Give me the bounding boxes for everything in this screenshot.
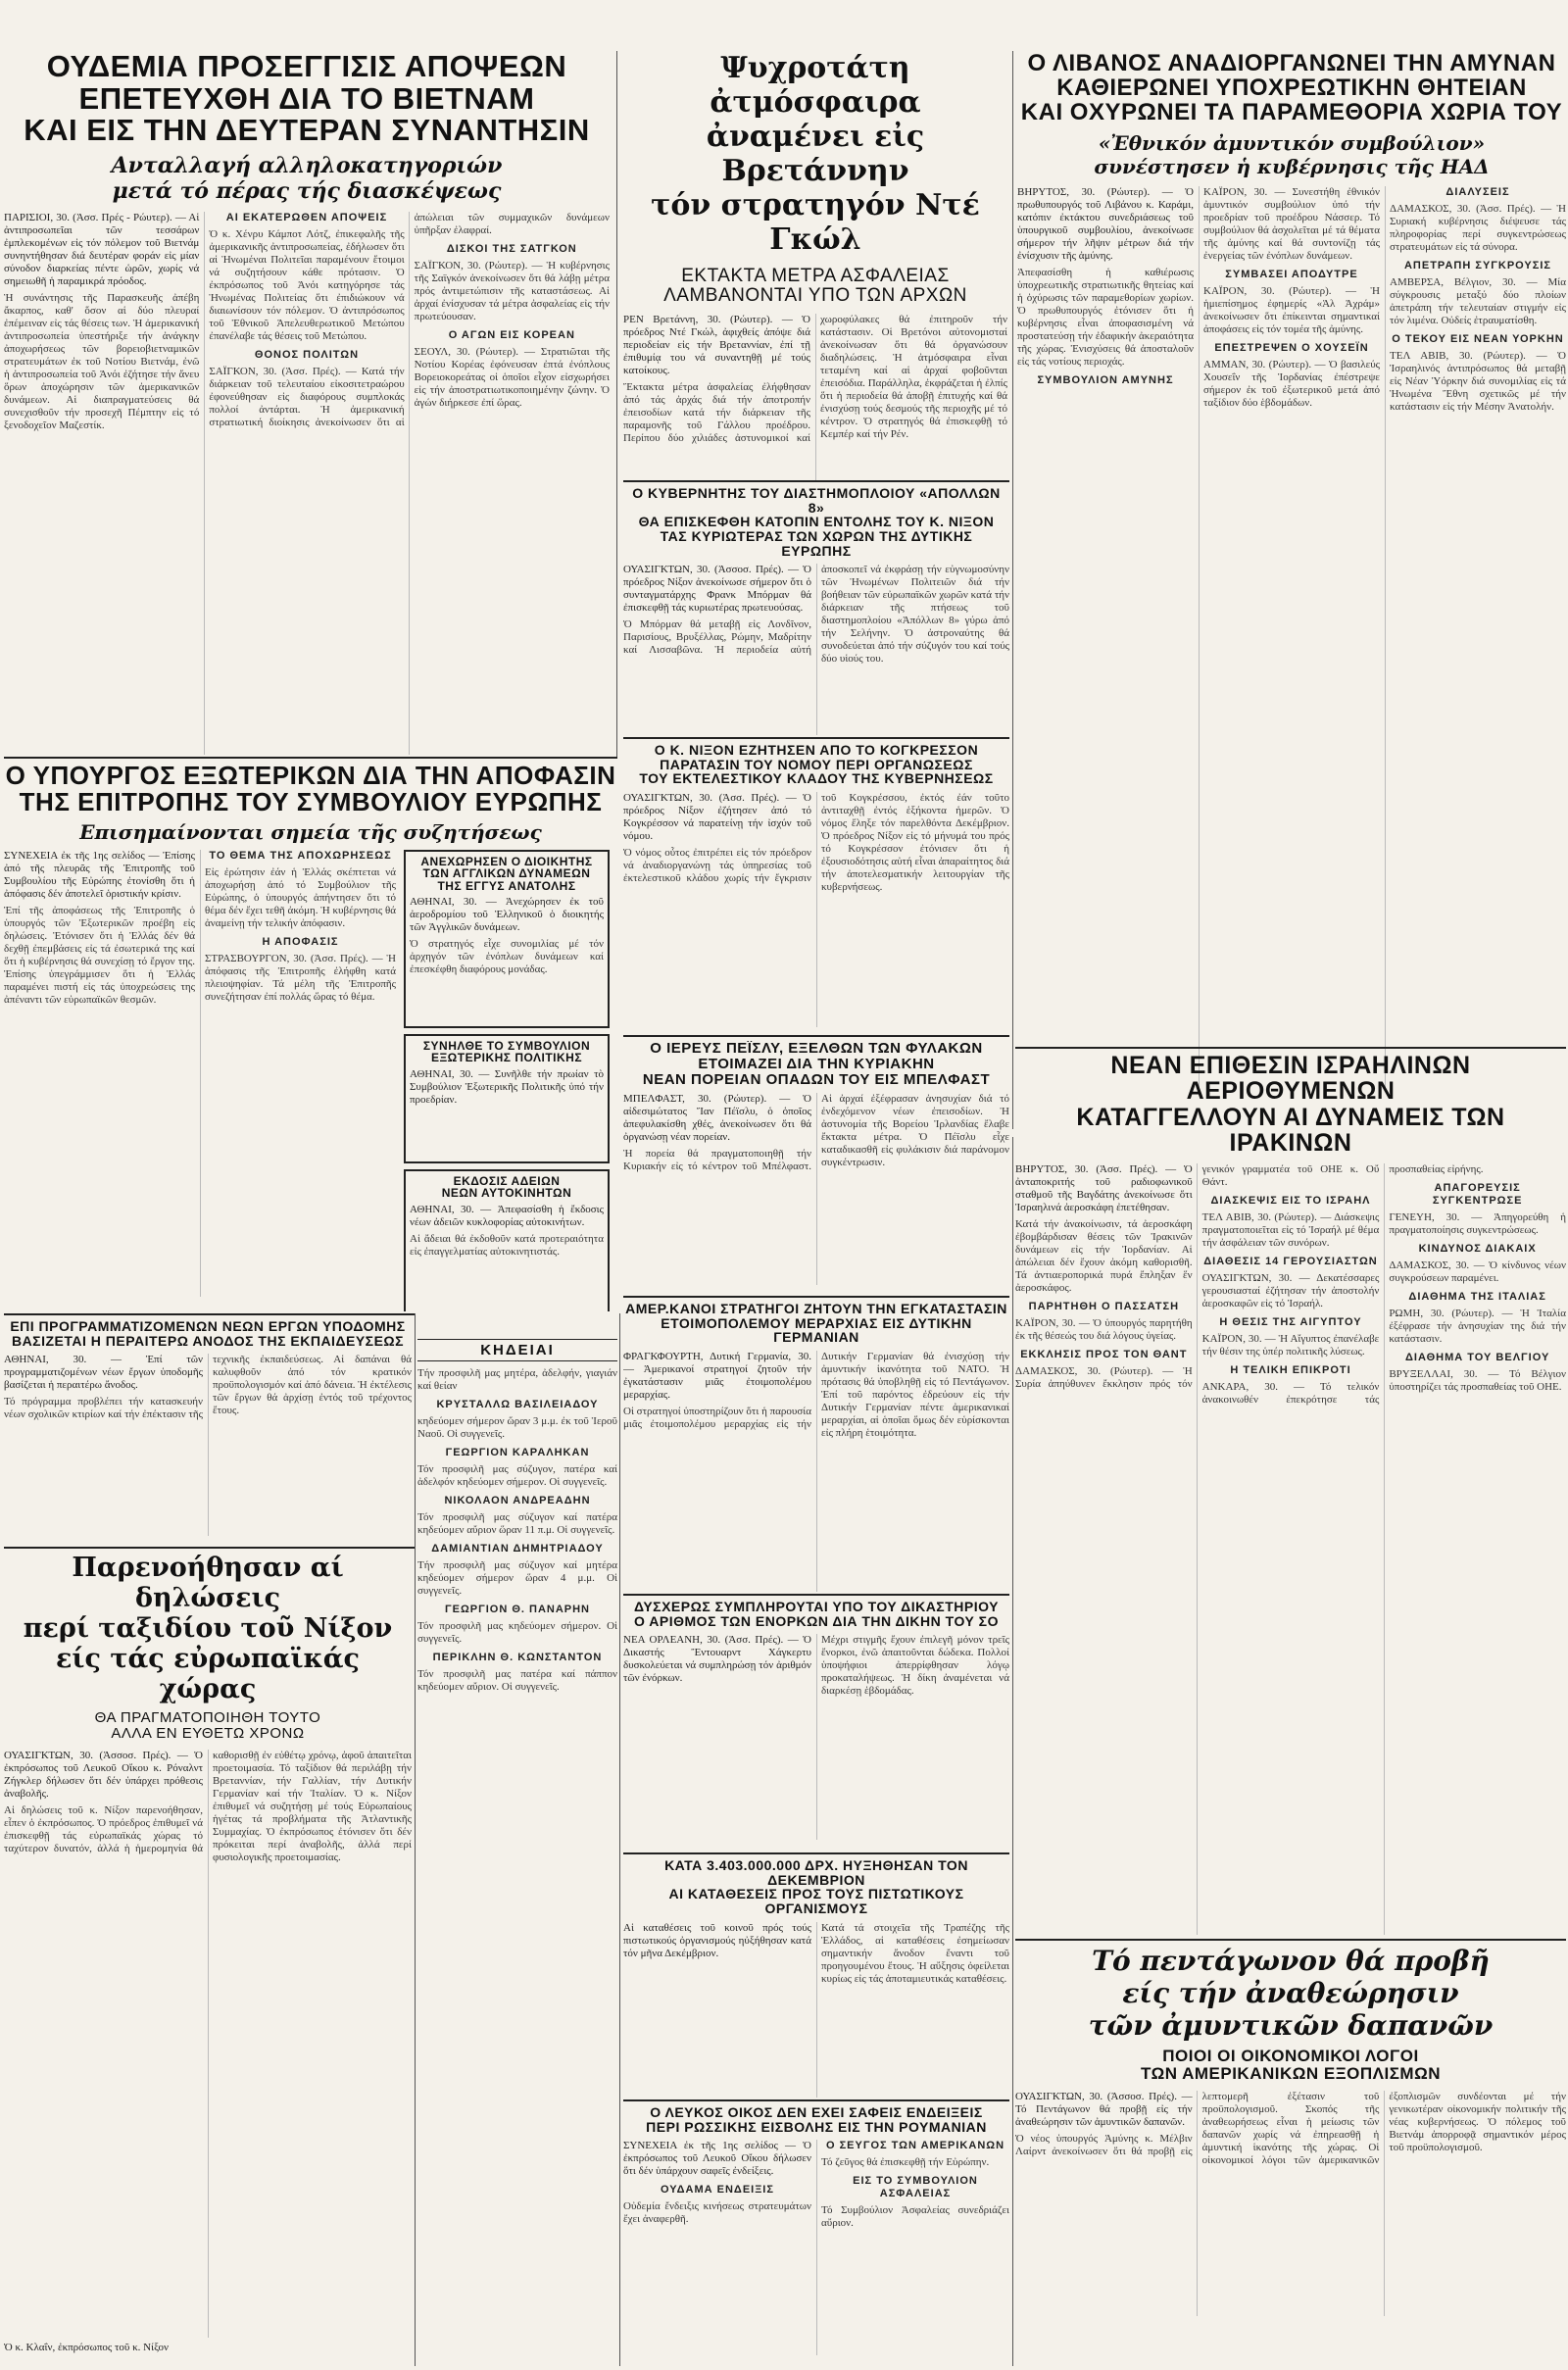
headline-line: ΚΑΙ ΟΧΥΡΩΝΕΙ ΤΑ ΠΑΡΑΜΕΘΟΡΙΑ ΧΩΡΙΑ ΤΟΥ [1020, 99, 1563, 126]
headline-line: Ο Κ. ΝΙΞΟΝ ΕΖΗΤΗΣΕΝ ΑΠΟ ΤΟ ΚΟΓΚΡΕΣΣΟΝ [654, 743, 979, 758]
headline-line: ΑΙ ΚΑΤΑΘΕΣΕΙΣ ΠΡΟΣ ΤΟΥΣ ΠΙΣΤΩΤΙΚΟΥΣ ΟΡΓΑΝΙΣΜΟΥΣ [668, 1886, 964, 1917]
section-heading: ΔΙΑΘΗΜΑ ΤΗΣ ΙΤΑΛΙΑΣ [1408, 1291, 1546, 1303]
subheadline: μετά τό πέρας τής διασκέψεως [112, 177, 502, 204]
article-commander: ΑΝΕΧΩΡΗΣΕΝ Ο ΔΙΟΙΚΗΤΗΣ ΤΩΝ ΑΓΓΛΙΚΩΝ ΔΥΝΑΜΕΩΝ ΤΗΣ ΕΓΓΥΣ ΑΝΑΤΟΛΗΣ ΑΘΗΝΑΙ, 30. — Ἀνεχώρησεν ἐκ τοῦ ἀεροδρομίου τοῦ Ἑλληνικοῦ ὁ διοικητής τῶν Ἀγγλικῶν δυνάμεων. Ὁ στρατηγός εἶχε συνομιλίας μέ τόν ἀρχηγόν τῶν ἐνόπλων δυνάμεων καί ἐπεσκέφθη διαφόρους μονάδας. [404, 850, 610, 1028]
headline-line: Ψυχροτάτη ἀτμόσφαιρα [710, 51, 921, 120]
section-heading: Ο ΑΓΩΝ ΕΙΣ ΚΟΡΕΑΝ [448, 328, 575, 341]
article-white-house [623, 2105, 1009, 2366]
dateline: ΦΡΑΓΚΦΟΥΡΤΗ, Δυτική Γερμανία, 30. — Ἀμερικανοί στρατηγοί ζητοῦν τήν ἐγκατάστασιν μιᾶς ἐτοιμοπολέμου μεραρχίας. [623, 1351, 811, 1402]
dateline: ΟΥΑΣΙΓΚΤΩΝ, 30. (Ἀσσοσ. Πρές). — Τό Πεντάγωνον θά προβῇ εἰς τήν ἀναθεώρησιν τῶν ἀμυντικῶν δαπανῶν. [1015, 2090, 1193, 2128]
dateline: ΟΥΑΣΙΓΚΤΩΝ, 30. (Ἀσσοσ. Πρές). — Ὁ ἐκπρόσωπος τοῦ Λευκοῦ Οἴκου κ. Ρόναλντ Ζήγκλερ δήλωσεν ὅτι δέν ὑπάρχει πρόθεσις ἀναβολῆς. [4, 1749, 203, 1800]
article-pentagon [1015, 1945, 1566, 2366]
subheadline: Ανταλλαγή αλληλοκατηγοριών [111, 152, 503, 178]
dateline: ΝΕΑ ΟΡΛΕΑΝΗ, 30. (Ἀσσ. Πρές). — Ὁ Δικαστής Ἔντουαρντ Χάγκερτυ δυσκολεύεται νά συμπληρώσῃ τόν ἀριθμόν τῶν ἐνόρκων. [623, 1634, 811, 1685]
headline-line: τόν στρατηγόν Ντέ Γκώλ [651, 188, 980, 257]
dateline: Αἱ καταθέσεις τοῦ κοινοῦ πρός τούς πιστωτικούς ὀργανισμούς ηὐξήθησαν κατά τόν μῆνα Δεκέμβριον. [623, 1921, 811, 1959]
section-heading: ΘΟΝΟΣ ΠΟΛΙΤΩΝ [254, 348, 360, 361]
headline-line: ΤΑΣ ΚΥΡΙΩΤΕΡΑΣ ΤΩΝ ΧΩΡΩΝ ΤΗΣ ΔΥΤΙΚΗΣ ΕΥΡΩΠΗΣ [660, 528, 973, 559]
section-heading: ΔΙΣΚΟΙ ΤΗΣ ΣΑΤΓΚΟΝ [446, 242, 577, 255]
dateline: ΑΘΗΝΑΙ, 30. — Ἐπί τῶν προγραμματιζομένων νέων ἔργων ὑποδομῆς βασίζεται ἡ περαιτέρω ἄνοδος. [4, 1354, 203, 1392]
section-heading: ΟΥΔΑΜΑ ΕΝΔΕΙΞΙΣ [661, 2184, 774, 2197]
subheadline: Επισημαίνονται σημεία τῆς συζητήσεως [79, 819, 542, 844]
dateline: ΣΥΝΕΧΕΙΑ ἐκ τῆς 1ης σελίδος — Ἐπίσης ἀπό τῆς πλευρᾶς τῆς Ἐπιτροπῆς τοῦ Συμβουλίου τῆς Εὐρώπης ἐτονίσθη ὅτι ἡ ἀπόφασις δέν ἀποτελεῖ ὁριστικήν κρίσιν. [4, 849, 195, 900]
subheadline: ΛΑΜΒΑΝΟΝΤΑΙ ΥΠΟ ΤΩΝ ΑΡΧΩΝ [663, 284, 967, 306]
subheadline: συνέστησεν ἡ κυβέρνησις τῆς ΗΑΔ [1094, 154, 1490, 178]
section-heading: ΕΠΕΣΤΡΕΨΕΝ Ο ΧΟΥΣΕΪΝ [1214, 341, 1369, 354]
section-heading: ΔΙΑΘΗΜΑ ΤΟΥ ΒΕΛΓΙΟΥ [1404, 1352, 1550, 1363]
headline-line: Ο ΚΥΒΕΡΝΗΤΗΣ ΤΟΥ ΔΙΑΣΤΗΜΟΠΛΟΙΟΥ «ΑΠΟΛΛΩΝ 8» [632, 486, 1001, 516]
section-heading: ΤΟ ΘΕΜΑ ΤΗΣ ΑΠΟΧΩΡΗΣΕΩΣ [209, 849, 392, 862]
article-committee [404, 1034, 610, 1163]
headline-line: ἀναμένει εἰς Βρετάννην [706, 120, 925, 188]
article-apollo [623, 486, 1009, 735]
subheadline: ΕΚΤΑΚΤΑ ΜΕΤΡΑ ΑΣΦΑΛΕΙΑΣ [681, 266, 950, 286]
section-heading: ΕΚΚΛΗΣΙΣ ΠΡΟΣ ΤΟΝ ΘΑΝΤ [1020, 1349, 1188, 1360]
article-body: ΝΕΑ ΟΡΛΕΑΝΗ, 30. (Ἀσσ. Πρές). — Ὁ Δικαστής Ἔντουαρντ Χάγκερτυ δυσκολεύεται νά συμπληρώσῃ τόν ἀριθμόν τῶν ἐνόρκων. Μέχρι στιγμῆς ἔχουν ἐπιλεγῆ μόνον τρεῖς ἔνορκοι, ἐνῶ ἀπαιτοῦνται δώδεκα. Πολλοί ὑποψήφιοι ἀπερρίφθησαν λόγῳ προκαταλήψεως. Ἡ δίκη ἀναμένεται νά διαρκέσῃ ἑβδομάδας. [623, 1634, 1009, 1698]
section-heading: ΔΙΑΘΕΣΙΣ 14 ΓΕΡΟΥΣΙΑΣΤΩΝ [1203, 1256, 1378, 1267]
section-heading: Ο ΣΕΥΓΟΣ ΤΩΝ ΑΜΕΡΙΚΑΝΩΝ [825, 2140, 1005, 2152]
headline-line: Ο ΛΕΥΚΟΣ ΟΙΚΟΣ ΔΕΝ ΕΧΕΙ ΣΑΦΕΙΣ ΕΝΔΕΙΞΕΙΣ [650, 2105, 983, 2120]
article-funerals [417, 1335, 617, 2080]
article-programming [4, 1319, 412, 1545]
dateline: ΑΘΗΝΑΙ, 30. — Ἀπεφασίσθη ἡ ἔκδοσις νέων ἀδειῶν κυκλοφορίας αὐτοκινήτων. [410, 1203, 604, 1228]
headline-line: Παρενοήθησαν αί δηλώσεις [72, 1553, 344, 1613]
headline-line: είς τήν ἀναθεώρησιν [1122, 1977, 1459, 2009]
article-court [623, 1600, 1009, 1851]
headline-line: ΝΕΩΝ ΑΥΤΟΚΙΝΗΤΩΝ [441, 1186, 572, 1201]
dateline: ΑΘΗΝΑΙ, 30. — Συνῆλθε τήν πρωίαν τὸ Συμβούλιον Ἐξωτερικῆς Πολιτικῆς ὑπό τήν προεδρίαν. [410, 1067, 604, 1106]
article-vietnam [4, 51, 610, 755]
headline-line: ΤΗΣ ΕΠΙΤΡΟΠΗΣ ΤΟΥ ΣΥΜΒΟΥΛΙΟΥ ΕΥΡΩΠΗΣ [19, 787, 603, 817]
article-body: Αἱ καταθέσεις τοῦ κοινοῦ πρός τούς πιστωτικούς ὀργανισμούς ηὐξήθησαν κατά τόν μῆνα Δεκέμβριον. Κατά τά στοιχεῖα τῆς Τραπέζης τῆς Ἑλλάδος, αἱ καταθέσεις ἐσημείωσαν σημαντικήν ἄνοδον ἔναντι τοῦ προηγουμένου ἔτους. Ἡ αὔξησις ὀφείλεται κυρίως εἰς τάς ἀποταμιευτικάς καταθέσεις. [623, 1921, 1009, 1985]
funeral-name: ΝΙΚΟΛΑΟΝ ΑΝΔΡΕΑΔΗΝ [444, 1495, 591, 1506]
section-heading: ΑΙ ΕΚΑΤΕΡΩΘΕΝ ΑΠΟΨΕΙΣ [225, 211, 388, 223]
article-us-troops [623, 1302, 1009, 1592]
article-body: ΒΗΡΥΤΟΣ, 30. (Ἀσσ. Πρές). — Ὁ ἀνταποκριτής τοῦ ραδιοφωνικοῦ σταθμοῦ τῆς Βαγδάτης ἀνεκοίνωσε ὅτι Ἰσραηλινά ἀεροσκάφη ἐπετέθησαν. Κατά τήν ἀνακοίνωσιν, τά ἀεροσκάφη ἐβομβάρδισαν θέσεις τῶν Ἰρακινῶν δυνάμεων εἰς τήν Ἰορδανίαν. Αἱ ἀπώλειαι δέν ἔχουν ἀκόμη καθορισθῆ. Τά ἀντιαεροπορικά πυρά ἔπληξαν ἕν ἀεροσκάφος. ΠΑΡΗΤΗΘΗ Ο ΠΑΣΣΑΤΣΗ ΚΑΪΡΟΝ, 30. — Ὁ ὑπουργός παρητήθη ἐκ τῆς θέσεώς του διά λόγους ὑγείας. ΕΚΚΛΗΣΙΣ ΠΡΟΣ ΤΟΝ ΘΑΝΤ ΔΑΜΑΣΚΟΣ, 30. (Ρώυτερ). — Ἡ Συρία ἀπηύθυνεν ἔκκλησιν πρός τόν γενικόν γραμματέα τοῦ ΟΗΕ κ. Οὔ Θάντ. ΔΙΑΣΚΕΨΙΣ ΕΙΣ ΤΟ ΙΣΡΑΗΛ ΤΕΛ ΑΒΙΒ, 30. (Ρώυτερ). — Διάσκεψις πραγματοποιεῖται εἰς τό Ἰσραήλ μέ θέμα τήν ἀσφάλειαν τῶν συνόρων. ΔΙΑΘΕΣΙΣ 14 ΓΕΡΟΥΣΙΑΣΤΩΝ ΟΥΑΣΙΓΚΤΩΝ, 30. — Δεκατέσσαρες γερουσιασταί ἐζήτησαν τήν ἀποστολήν ἀεροσκαφῶν εἰς τό Ἰσραήλ. Η ΘΕΣΙΣ ΤΗΣ ΑΙΓΥΠΤΟΥ ΚΑΪΡΟΝ, 30. — Ἡ Αἴγυπτος ἐπανέλαβε τήν θέσιν της ὑπέρ πολιτικῆς λύσεως. Η ΤΕΛΙΚΗ ΕΠΙΚΡΟΤΙ ΑΝΚΑΡΑ, 30. — Τό τελικόν ἀνακοινωθέν ἐπεκρότησε τάς προσπαθείας εἰρήνης. ΑΠΑΓΟΡΕΥΣΙΣ ΣΥΓΚΕΝΤΡΩΣΕ ΓΕΝΕΥΗ, 30. — Ἀπηγορεύθη ἡ πραγματοποίησις συγκεντρώσεως. ΚΙΝΔΥΝΟΣ ΔΙΑΚΑΙΧ ΔΑΜΑΣΚΟΣ, 30. — Ὁ κίνδυνος νέων συγκρούσεων παραμένει. ΔΙΑΘΗΜΑ ΤΗΣ ΙΤΑΛΙΑΣ ΡΩΜΗ, 30. (Ρώυτερ). — Ἡ Ἰταλία ἐξέφρασε τήν ἀνησυχίαν της διά τήν κατάστασιν. ΔΙΑΘΗΜΑ ΤΟΥ ΒΕΛΓΙΟΥ ΒΡΥΞΕΛΛΑΙ, 30. — Τό Βέλγιον ὑποστηρίζει τάς προσπαθείας τοῦ ΟΗΕ. [1015, 1163, 1566, 1406]
section-heading: ΚΙΝΔΥΝΟΣ ΔΙΑΚΑΙΧ [1418, 1243, 1537, 1255]
article-israel [1015, 1053, 1566, 1935]
headline-line: ΤΩΝ ΑΓΓΛΙΚΩΝ ΔΥΝΑΜΕΩΝ [422, 866, 591, 881]
headline-line: ΝΕΑΝ ΕΠΙΘΕΣΙΝ ΙΣΡΑΗΛΙΝΩΝ ΑΕΡΙΟΘΥΜΕΝΩΝ [1110, 1053, 1471, 1106]
section-heading: ΕΙΣ ΤΟ ΣΥΜΒΟΥΛΙΟΝ ΑΣΦΑΛΕΙΑΣ [853, 2175, 978, 2200]
subheadline: «Ἐθνικόν ἀμυντικόν συμβούλιον» [1098, 130, 1486, 155]
headline-line: ΚΑΘΙΕΡΩΝΕΙ ΥΠΟΧΡΕΩΤΙΚΗΝ ΘΗΤΕΙΑΝ [1056, 74, 1527, 102]
article-body: ΟΥΑΣΙΓΚΤΩΝ, 30. (Ἀσσοσ. Πρές). — Ὁ ἐκπρόσωπος τοῦ Λευκοῦ Οἴκου κ. Ρόναλντ Ζήγκλερ δήλωσεν ὅτι δέν ὑπάρχει πρόθεσις ἀναβολῆς. Αἱ δηλώσεις τοῦ κ. Νίξον παρενοήθησαν, εἶπεν ὁ ἐκπρόσωπος. Ὁ πρόεδρος ἐπιθυμεῖ νά ἐπισκεφθῇ τάς εὐρωπαϊκάς χώρας τό ταχύτερον δυνατόν, ἀλλά ἡ ἡμερομηνία θά καθορισθῇ ἐν εὐθέτῳ χρόνῳ, ἀφοῦ ἀπαιτεῖται προετοιμασία. Τό ταξίδιον θά περιλάβῃ τήν Βρεταννίαν, τήν Γαλλίαν, τήν Δυτικήν Γερμανίαν καί τήν Ἰταλίαν. Ὁ κ. Νίξον ἐπιθυμεῖ νά συζητήσῃ μέ τούς Εὐρωπαίους ἡγέτας τά προβλήματα τῆς Ἀτλαντικῆς Συμμαχίας. Ὁ ἐκπρόσωπος ἐτόνισεν ὅτι δέν πρόκειται περί ἀναβολῆς, ἀλλά περί φυσιολογικῆς προετοιμασίας. [4, 1749, 412, 1863]
headline-line: ΚΑΤΑ 3.403.000.000 ΔΡΧ. ΗΥΞΗΘΗΣΑΝ ΤΟΝ ΔΕΚΕΜΒΡΙΟΝ [664, 1858, 968, 1888]
headline-line: είς τάς εὐρωπαϊκάς χώρας [56, 1644, 360, 1704]
headline-line: τῶν ἀμυντικῶν δαπανῶν [1088, 2009, 1494, 2042]
article-body: ΡΕΝ Βρετάννη, 30. (Ρώυτερ). — Ὁ πρόεδρος Ντέ Γκώλ, ἀφιχθείς ἀπόψε διά περιοδείαν εἰς τήν Βρεταννίαν, ἐπί τῇ ἐπιθυμίᾳ του νά συναντηθῇ μέ τούς κατοίκους. Ἔκτακτα μέτρα ἀσφαλείας ἐλήφθησαν ἀπό τάς ἀρχάς διά τήν ἀποτροπήν ἐπεισοδίων κατά τήν διάρκειαν τῆς παραμονῆς τοῦ Γάλλου προέδρου. Περίπου δύο χιλιάδες ἀστυνομικοί καί χωροφύλακες θά ἐπιτηροῦν τήν κατάστασιν. Οἱ Βρετόνοι αὐτονομισταί ἀνεκοίνωσαν ὅτι θά ὀργανώσουν διαδηλώσεις. Ἡ ἀτμόσφαιρα εἶναι τεταμένη καί αἱ ἀρχαί φοβοῦνται ἐπεισόδια. Παράλληλα, ἐκφράζεται ἡ ἐλπίς ὅτι ἡ περιοδεία θά ἀποβῇ ἐπιτυχής καί θά ἐνισχύσῃ τούς δεσμούς τῆς περιοχῆς μέ τό κέντρον. Ὁ στρατηγός θά ἐπισκεφθῇ τό Κεμπέρ καί τήν Ρέν. [623, 313, 1007, 444]
headline-line: περί ταξιδίου τοῦ Νίξον [23, 1613, 393, 1644]
section-heading: ΣΥΜΒΟΥΛΙΟΝ ΑΜΥΝΗΣ [1037, 373, 1174, 386]
headline-line: ΝΕΑΝ ΠΟΡΕΙΑΝ ΟΠΑΔΩΝ ΤΟΥ ΕΙΣ ΜΠΕΛΦΑΣΤ [642, 1070, 991, 1088]
headline-line: ΟΥΔΕΜΙΑ ΠΡΟΣΕΓΓΙΣΙΣ ΑΠΟΨΕΩΝ [46, 51, 567, 83]
article-foreign-minister [4, 763, 617, 1311]
headline-line: Ο ΛΙΒΑΝΟΣ ΑΝΑΔΙΟΡΓΑΝΩΝΕΙ ΤΗΝ ΑΜΥΝΑΝ [1027, 51, 1556, 76]
headline-line: ΕΤΟΙΜΑΖΕΙ ΔΙΑ ΤΗΝ ΚΥΡΙΑΚΗΝ [698, 1055, 935, 1072]
subheadline: ΠΟΙΟΙ ΟΙ ΟΙΚΟΝΟΜΙΚΟΙ ΛΟΓΟΙ [1162, 2047, 1419, 2065]
headline-line: ΣΥΝΗΛΘΕ ΤΟ ΣΥΜΒΟΥΛΙΟΝ [422, 1038, 591, 1053]
subheadline: ΤΩΝ ΑΜΕΡΙΚΑΝΙΚΩΝ ΕΞΟΠΛΙΣΜΩΝ [1141, 2063, 1441, 2083]
article-body: ΟΥΑΣΙΓΚΤΩΝ, 30. (Ἀσσοσ. Πρές). — Τό Πεντάγωνον θά προβῇ εἰς τήν ἀναθεώρησιν τῶν ἀμυντικῶν δαπανῶν. Ὁ νέος ὑπουργός Ἀμύνης κ. Μέλβιν Λαίρντ ἀνεκοίνωσεν ὅτι θά προβῇ εἰς λεπτομερῆ ἐξέτασιν τοῦ προϋπολογισμοῦ. Σκοπός τῆς ἀναθεωρήσεως εἶναι ἡ μείωσις τῶν δαπανῶν χωρίς νά ἐπηρεασθῇ ἡ ἀμυντική ἱκανότης τῆς χώρας. Οἱ οἰκονομικοί λόγοι τῶν ἀμερικανικῶν ἐξοπλισμῶν συνδέονται μέ τήν γενικωτέραν οἰκονομικήν πολιτικήν τῆς νέας κυβερνήσεως. Ὁ πόλεμος τοῦ Βιετνάμ ἀπορροφᾷ σημαντικόν μέρος τοῦ προϋπολογισμοῦ. [1015, 2090, 1566, 2166]
dateline: ΟΥΑΣΙΓΚΤΩΝ, 30. (Ἀσσοσ. Πρές). — Ὁ πρόεδρος Νίξον ἀνεκοίνωσε σήμερον ὅτι ὁ συνταγματάρχης Φρανκ Μπόρμαν θά ἐπισκεφθῇ τάς κυριωτέρας πρωτευούσας. [623, 564, 811, 615]
headline-line: ΚΑΤΑΓΓΕΛΛΟΥΝ ΑΙ ΔΥΝΑΜΕΙΣ ΤΩΝ ΙΡΑΚΙΝΩΝ [1076, 1103, 1505, 1157]
headline-line: Ο ΑΡΙΘΜΟΣ ΤΩΝ ΕΝΟΡΚΩΝ ΔΙΑ ΤΗΝ ΔΙΚΗΝ ΤΟΥ ΣΟ [634, 1612, 999, 1629]
section-heading: ΑΠΕΤΡΑΠΗ ΣΥΓΚΡΟΥΣΙΣ [1403, 259, 1552, 272]
section-heading: ΠΑΡΗΤΗΘΗ Ο ΠΑΣΣΑΤΣΗ [1028, 1301, 1180, 1312]
dateline: ΡΕΝ Βρετάννη, 30. (Ρώυτερ). — Ὁ πρόεδρος Ντέ Γκώλ, ἀφιχθείς ἀπόψε διά περιοδείαν εἰς τήν Βρεταννίαν, ἐπί τῇ ἐπιθυμίᾳ του νά συναντηθῇ μέ τούς κατοίκους. [623, 313, 810, 376]
funeral-name: ΓΕΩΡΓΙΟΝ Θ. ΠΑΝΑΡΗΝ [445, 1604, 590, 1615]
section-heading: Η ΤΕΛΙΚΗ ΕΠΙΚΡΟΤΙ [1230, 1364, 1351, 1376]
article-nixon-trip [4, 1553, 412, 2366]
section-heading: ΑΠΑΓΟΡΕΥΣΙΣ ΣΥΓΚΕΝΤΡΩΣΕ [1432, 1182, 1523, 1207]
headline-line: ΔΥΣΧΕΡΩΣ ΣΥΜΠΛΗΡΟΥΤΑΙ ΥΠΟ ΤΟΥ ΔΙΚΑΣΤΗΡΙΟΥ [634, 1600, 999, 1614]
headline-line: ΕΤΟΙΜΟΠΟΛΕΜΟΥ ΜΕΡΑΡΧΙΑΣ ΕΙΣ ΔΥΤΙΚΗΝ ΓΕΡΜΑΝΙΑΝ [661, 1314, 972, 1346]
dateline: ΟΥΑΣΙΓΚΤΩΝ, 30. (Ἀσσ. Πρές). — Ὁ πρόεδρος Νίξον ἐζήτησεν ἀπό τό Κογκρέσσον νά παρατείνῃ τήν ἰσχύν τοῦ νόμου. [623, 792, 811, 843]
article-weather [623, 51, 1007, 482]
article-body: ΣΥΝΕΧΕΙΑ ἐκ τῆς 1ης σελίδος — Ὁ ἐκπρόσωπος τοῦ Λευκοῦ Οἴκου δήλωσεν ὅτι δέν ὑπάρχουν σαφεῖς ἐνδείξεις. ΟΥΔΑΜΑ ΕΝΔΕΙΞΙΣ Οὐδεμία ἔνδειξις κινήσεως στρατευμάτων ἔχει ἀναφερθῆ. Ο ΣΕΥΓΟΣ ΤΩΝ ΑΜΕΡΙΚΑΝΩΝ Τό ζεῦγος θά ἐπισκεφθῇ τήν Εὐρώπην. ΕΙΣ ΤΟ ΣΥΜΒΟΥΛΙΟΝ ΑΣΦΑΛΕΙΑΣ Τό Συμβούλιον Ἀσφαλείας συνεδριάζει αὔριον. [623, 2140, 1009, 2230]
article-priest [623, 1041, 1009, 1294]
headline-line: ΠΕΡΙ ΡΩΣΣΙΚΗΣ ΕΙΣΒΟΛΗΣ ΕΙΣ ΤΗΝ ΡΟΥΜΑΝΙΑΝ [646, 2118, 987, 2135]
headline-line: ΑΝΕΧΩΡΗΣΕΝ Ο ΔΙΟΙΚΗΤΗΣ [420, 854, 593, 868]
dateline: ΑΘΗΝΑΙ, 30. — Ἀνεχώρησεν ἐκ τοῦ ἀεροδρομίου τοῦ Ἑλληνικοῦ ὁ διοικητής τῶν Ἀγγλικῶν δυνάμεων. [410, 896, 604, 934]
headline-line: ΕΠΙ ΠΡΟΓΡΑΜΜΑΤΙΖΟΜΕΝΩΝ ΝΕΩΝ ΕΡΓΩΝ ΥΠΟΔΟΜΗΣ [10, 1319, 406, 1334]
headline-line: Ο ΙΕΡΕΥΣ ΠΕΪΣΛΥ, ΕΞΕΛΘΩΝ ΤΩΝ ΦΥΛΑΚΩΝ [650, 1041, 983, 1057]
funeral-name: ΔΑΜΙΑΝΤΙΑΝ ΔΗΜΗΤΡΙΑΔΟΥ [431, 1543, 604, 1555]
dateline: ΜΠΕΛΦΑΣΤ, 30. (Ρώυτερ). — Ὁ αἰδεσιμώτατος Ἴαν Πέϊσλυ, ὁ ὁποῖος ἀπεφυλακίσθη χθές, ἀνεκοίνωσεν ὅτι θά ὀργανώσῃ νέαν πορείαν. [623, 1093, 811, 1144]
article-lebanon [1017, 51, 1566, 1198]
headline-line: ΕΞΩΤΕΡΙΚΗΣ ΠΟΛΙΤΙΚΗΣ [430, 1051, 583, 1065]
headline-line: ΤΗΣ ΕΓΓΥΣ ΑΝΑΤΟΛΗΣ [437, 878, 576, 893]
article-body: ΜΠΕΛΦΑΣΤ, 30. (Ρώυτερ). — Ὁ αἰδεσιμώτατος Ἴαν Πέϊσλυ, ὁ ὁποῖος ἀπεφυλακίσθη χθές, ἀνεκοίνωσεν ὅτι θά ὀργανώσῃ νέαν πορείαν. Ἡ πορεία θά πραγματοποιηθῇ τήν Κυριακήν εἰς τό κέντρον τοῦ Μπέλφαστ. Αἱ ἀρχαί ἐξέφρασαν ἀνησυχίαν διά τό ἐνδεχόμενον νέων ἐπεισοδίων. Ἡ ἀστυνομία τῆς Βορείου Ἰρλανδίας ἔλαβε ἔκτακτα μέτρα. Ὁ Πέϊσλυ εἶχε καταδικασθῆ εἰς φυλάκισιν διά παράνομον συγκέντρωσιν. [623, 1093, 1009, 1173]
funeral-list: Τήν προσφιλῆ μας μητέρα, ἀδελφήν, γιαγιάν καί θείαν ΚΡΥΣΤΑΛΛΩ ΒΑΣΙΛΕΙΑΔΟΥ κηδεύομεν σήμερον ὥραν 3 μ.μ. ἐκ τοῦ Ἱεροῦ Ναοῦ. Οἱ συγγενεῖς. ΓΕΩΡΓΙΟΝ ΚΑΡΑΛΗΚΑΝ Τόν προσφιλῆ μας σύζυγον, πατέρα καί ἀδελφόν κηδεύομεν σήμερον. Οἱ συγγενεῖς. ΝΙΚΟΛΑΟΝ ΑΝΔΡΕΑΔΗΝ Τόν προσφιλῆ μας σύζυγον καί πατέρα κηδεύομεν αὔριον ὥραν 11 π.μ. Οἱ συγγενεῖς. ΔΑΜΙΑΝΤΙΑΝ ΔΗΜΗΤΡΙΑΔΟΥ Τήν προσφιλῆ μας σύζυγον καί μητέρα κηδεύομεν σήμερον ὥραν 4 μ.μ. Οἱ συγγενεῖς. ΓΕΩΡΓΙΟΝ Θ. ΠΑΝΑΡΗΝ Τόν προσφιλῆ μας κηδεύομεν σήμερον. Οἱ συγγενεῖς. ΠΕΡΙΚΛΗΝ Θ. ΚΩΝΣΤΑΝΤΟΝ Τόν προσφιλῆ μας πατέρα καί πάππον κηδεύομεν αὔριον. Οἱ συγγενεῖς. [417, 1367, 617, 1693]
funeral-name: ΠΕΡΙΚΛΗΝ Θ. ΚΩΝΣΤΑΝΤΟΝ [432, 1652, 603, 1663]
article-body: ΑΘΗΝΑΙ, 30. — Ἐπί τῶν προγραμματιζομένων νέων ἔργων ὑποδομῆς βασίζεται ἡ περαιτέρω ἄνοδος. Τό πρόγραμμα προβλέπει τήν κατασκευήν νέων σχολικῶν κτιρίων καί τήν ἐπέκτασιν τῆς τεχνικῆς ἐκπαιδεύσεως. Αἱ δαπάναι θά καλυφθοῦν ἀπό τόν κρατικόν προϋπολογισμόν καί ἀπό δάνεια. Ἡ ἐκτέλεσις τῶν ἔργων θά ἀρχίσῃ ἐντός τοῦ τρέχοντος ἔτους. [4, 1354, 412, 1421]
section-heading: ΚΗΔΕΙΑΙ [417, 1339, 617, 1361]
article-body: ΒΗΡΥΤΟΣ, 30. (Ρώυτερ). — Ὁ πρωθυπουργός τοῦ Λιβάνου κ. Καράμι, κατόπιν ἐκτάκτου συνεδριάσεως τοῦ ὑπουργικοῦ συμβουλίου, ἀνεκοίνωσε σήμερον τήν λῆψιν μέτρων διά τήν ἐνίσχυσιν τῆς ἀμύνης. Ἀπεφασίσθη ἡ καθιέρωσις ὑποχρεωτικῆς στρατιωτικῆς θητείας καί ἡ ὀχύρωσις τῶν παραμεθορίων χωρίων. Ὁ πρωθυπουργός ἐτόνισεν ὅτι ἡ κυβέρνησις εἶναι ἀποφασισμένη νά προστατεύσῃ τήν ἐδαφικήν ἀκεραιότητα τῆς χώρας. Ἐνισχύσεις θά ἀποσταλοῦν εἰς τάς νοτίους περιοχάς. ΣΥΜΒΟΥΛΙΟΝ ΑΜΥΝΗΣ ΚΑΪΡΟΝ, 30. — Συνεστήθη ἐθνικόν ἀμυντικόν συμβούλιον ὑπό τήν προεδρίαν τοῦ προέδρου Νάσσερ. Τό συμβούλιον θά ἀσχολεῖται μέ τά θέματα τῆς ἀμύνης καί θά συντονίζῃ τάς ἐνεργείας τῶν ἐνόπλων δυνάμεων. ΣΥΜΒΑΣΕΙ ΑΠΟΔΥΤΡΕ ΚΑΪΡΟΝ, 30. (Ρώυτερ). — Ἡ ἡμιεπίσημος ἐφημερίς «Ἀλ Ἀχράμ» ἀνεκοίνωσεν ὅτι ἐπίκεινται σημαντικαί ἀποφάσεις εἰς τόν τομέα τῆς ἀμύνης. ΕΠΕΣΤΡΕΨΕΝ Ο ΧΟΥΣΕΪΝ ΑΜΜΑΝ, 30. (Ρώυτερ). — Ὁ βασιλεύς Χουσεΐν τῆς Ἰορδανίας ἐπέστρεψε σήμερον ἐκ τοῦ ἐξωτερικοῦ μετά ἀπό ταξίδιον δύο ἑβδομάδων. ΔΙΑΛΥΣΕΙΣ ΔΑΜΑΣΚΟΣ, 30. (Ἀσσ. Πρές). — Ἡ Συριακή κυβέρνησις διέψευσε τάς πληροφορίας περί συγκεντρώσεως στρατευμάτων εἰς τά σύνορα. ΑΠΕΤΡΑΠΗ ΣΥΓΚΡΟΥΣΙΣ ΑΜΒΕΡΣΑ, Βέλγιον, 30. — Μία σύγκρουσις μεταξύ δύο πλοίων ἀπετράπη τήν τελευταίαν στιγμήν εἰς τόν λιμένα. Οὐδείς ἐτραυματίσθη. Ο ΤΕΚΟΥ ΕΙΣ ΝΕΑΝ ΥΟΡΚΗΝ ΤΕΛ ΑΒΙΒ, 30. (Ρώυτερ). — Ὁ Ἰσραηλινός ἀντιπρόσωπος θά μεταβῇ εἰς Νέαν Ὑόρκην διά συνομιλίας εἰς τά Ἡνωμένα Ἔθνη σχετικῶς μέ τήν κατάστασιν εἰς τήν Μέσην Ἀνατολήν. [1017, 185, 1566, 413]
headline-line: ΚΑΙ ΕΙΣ ΤΗΝ ΔΕΥΤΕΡΑΝ ΣΥΝΑΝΤΗΣΙΝ [24, 113, 590, 148]
dateline: ΒΗΡΥΤΟΣ, 30. (Ἀσσ. Πρές). — Ὁ ἀνταποκριτής τοῦ ραδιοφωνικοῦ σταθμοῦ τῆς Βαγδάτης ἀνεκοίνωσε ὅτι Ἰσραηλινά ἀεροσκάφη ἐπετέθησαν. [1015, 1163, 1193, 1213]
dateline: ΣΥΝΕΧΕΙΑ ἐκ τῆς 1ης σελίδος — Ὁ ἐκπρόσωπος τοῦ Λευκοῦ Οἴκου δήλωσεν ὅτι δέν ὑπάρχουν σαφεῖς ἐνδείξεις. [623, 2140, 811, 2178]
section-heading: Η ΘΕΣΙΣ ΤΗΣ ΑΙΓΥΠΤΟΥ [1219, 1316, 1362, 1328]
article-body: ΦΡΑΓΚΦΟΥΡΤΗ, Δυτική Γερμανία, 30. — Ἀμερικανοί στρατηγοί ζητοῦν τήν ἐγκατάστασιν μιᾶς ἐτοιμοπολέμου μεραρχίας. Οἱ στρατηγοί ὑποστηρίζουν ὅτι ἡ παρουσία μιᾶς ἐτοιμοπολέμου μεραρχίας εἰς τήν Δυτικήν Γερμανίαν θά ἐνισχύσῃ τήν ἀμυντικήν ἱκανότητα τοῦ ΝΑΤΟ. Ἡ πρότασις θά ὑποβληθῇ εἰς τό Πεντάγωνον. Ἐπί τοῦ παρόντος ἐδρεύουν εἰς τήν Δυτικήν Γερμανίαν πέντε ἀμερικανικαί μεραρχίαι, αἱ ὁποῖαι ὅμως δέν εὑρίσκονται εἰς πλήρη ἑτοιμότητα. [623, 1351, 1009, 1440]
subheadline: ΘΑ ΠΡΑΓΜΑΤΟΠΟΙΗΘΗ ΤΟΥΤΟ [94, 1709, 321, 1726]
headline-line: Ο ΥΠΟΥΡΓΟΣ ΕΞΩΤΕΡΙΚΩΝ ΔΙΑ ΤΗΝ ΑΠΟΦΑΣΙΝ [5, 763, 616, 790]
dateline: ΒΗΡΥΤΟΣ, 30. (Ρώυτερ). — Ὁ πρωθυπουργός τοῦ Λιβάνου κ. Καράμι, κατόπιν ἐκτάκτου συνεδριάσεως τοῦ ὑπουργικοῦ συμβουλίου, ἀνεκοίνωσε σήμερον τήν λῆψιν μέτρων διά τήν ἐνίσχυσιν τῆς ἀμύνης. [1017, 185, 1194, 262]
section-heading: ΔΙΑΣΚΕΨΙΣ ΕΙΣ ΤΟ ΙΣΡΑΗΛ [1210, 1195, 1371, 1207]
dateline: ΠΑΡΙΣΙΟΙ, 30. (Ἀσσ. Πρές - Ρώυτερ). — Αἱ ἀντιπροσωπεῖαι τῶν τεσσάρων ἐμπλεκομένων εἰς τόν πόλεμον τοῦ Βιετνάμ συνηντήθησαν διά δευτέραν φοράν εἰς μίαν σύνοδον διαρκείας πέντε ὡρῶν, χωρίς νά σημειωθῆ ἡ παραμικρά πρόοδος. [4, 211, 200, 287]
article-nixon-congress [623, 743, 1009, 1033]
section-heading: Ο ΤΕΚΟΥ ΕΙΣ ΝΕΑΝ ΥΟΡΚΗΝ [1392, 332, 1564, 345]
headline-line: ΠΑΡΑΤΑΣΙΝ ΤΟΥ ΝΟΜΟΥ ΠΕΡΙ ΟΡΓΑΝΩΣΕΩΣ [660, 756, 973, 772]
headline-line: ΒΑΣΙΖΕΤΑΙ Η ΠΕΡΑΙΤΕΡΩ ΑΝΟΔΟΣ ΤΗΣ ΕΚΠΑΙΔΕΥΣΕΩΣ [11, 1332, 405, 1349]
funeral-name: ΓΕΩΡΓΙΟΝ ΚΑΡΑΛΗΚΑΝ [445, 1447, 590, 1458]
headline-line: ΕΚΔΟΣΙΣ ΑΔΕΙΩΝ [453, 1173, 561, 1188]
section-heading: ΣΥΜΒΑΣΕΙ ΑΠΟΔΥΤΡΕ [1225, 268, 1358, 280]
headline-line: ΑΜΕΡ.ΚΑΝΟΙ ΣΤΡΑΤΗΓΟΙ ΖΗΤΟΥΝ ΤΗΝ ΕΓΚΑΤΑΣΤΑΣΙΝ [625, 1302, 1007, 1316]
article-licenses: ΕΚΔΟΣΙΣ ΑΔΕΙΩΝ ΝΕΩΝ ΑΥΤΟΚΙΝΗΤΩΝ ΑΘΗΝΑΙ, 30. — Ἀπεφασίσθη ἡ ἔκδοσις νέων ἀδειῶν κυκλοφορίας αὐτοκινήτων. Αἱ ἄδειαι θά ἐκδοθοῦν κατά προτεραιότητα εἰς ἐπαγγελματίας αὐτοκινητιστάς. [404, 1169, 610, 1311]
funeral-name: ΚΡΥΣΤΑΛΛΩ ΒΑΣΙΛΕΙΑΔΟΥ [436, 1399, 599, 1410]
article-body: ΣΥΝΕΧΕΙΑ ἐκ τῆς 1ης σελίδος — Ἐπίσης ἀπό τῆς πλευρᾶς τῆς Ἐπιτροπῆς τοῦ Συμβουλίου τῆς Εὐρώπης ἐτονίσθη ὅτι ἡ ἀπόφασις δέν ἀποτελεῖ ὁριστικήν κρίσιν. Ἐπί τῆς ἀποφάσεως τῆς Ἐπιτροπῆς ὁ ὑπουργός τῶν Ἐξωτερικῶν προέβη εἰς δηλώσεις. Ἐτόνισεν ὅτι ἡ Ἑλλάς δέν θά δεχθῇ ἐπεμβάσεις εἰς τά ἐσωτερικά της καί ὅτι ἡ κυβέρνησις θά συνεχίσῃ τό ἔργον της. Ἐπίσης ὑπεγράμμισεν ὅτι ἡ Ἑλλάς παραμένει πιστή εἰς τάς ὑποχρεώσεις της ἀπέναντι τῶν εὐρωπαϊκῶν θεσμῶν. ΤΟ ΘΕΜΑ ΤΗΣ ΑΠΟΧΩΡΗΣΕΩΣ Εἰς ἐρώτησιν ἐάν ἡ Ἑλλάς σκέπτεται νά ἀποχωρήσῃ ἀπό τό Συμβούλιον τῆς Εὐρώπης, ὁ ὑπουργός ἀπήντησεν ὅτι τό θέμα δέν ἔχει τεθῆ ἀκόμη. Ἡ κυβέρνησις θά ἀναμείνῃ τήν τελικήν ἀπόφασιν. Η ΑΠΟΦΑΣΙΣ ΣΤΡΑΣΒΟΥΡΓΟΝ, 30. (Ἀσσ. Πρές). — Ἡ ἀπόφασις τῆς Ἐπιτροπῆς ἐλήφθη κατά πλειοψηφίαν. Τά μέλη τῆς Ἐπιτροπῆς συνεζήτησαν ἐπί πολλάς ὥρας τό θέμα. [4, 849, 396, 1006]
article-body: ΟΥΑΣΙΓΚΤΩΝ, 30. (Ἀσσοσ. Πρές). — Ὁ πρόεδρος Νίξον ἀνεκοίνωσε σήμερον ὅτι ὁ συνταγματάρχης Φρανκ Μπόρμαν θά ἐπισκεφθῇ τάς κυριωτέρας πρωτευούσας. Ὁ Μπόρμαν θά μεταβῇ εἰς Λονδῖνον, Παρισίους, Βρυξέλλας, Ρώμην, Μαδρίτην καί Λισσαβῶνα. Ἡ περιοδεία αὐτή ἀποσκοπεῖ νά ἐκφράσῃ τήν εὐγνωμοσύνην τῶν Ἡνωμένων Πολιτειῶν διά τήν βοήθειαν τῶν εὐρωπαϊκῶν χωρῶν κατά τήν διάρκειαν τῆς πτήσεως τοῦ διαστημοπλοίου «Ἀπόλλων 8» γύρω ἀπό τήν Σελήνην. Ὁ ἀστροναύτης θά συνοδεύεται ἀπό τήν σύζυγόν του καί τούς δύο υἱούς του. [623, 564, 1009, 666]
headline-line: ΕΠΕΤΕΥΧΘΗ ΔΙΑ ΤΟ ΒΙΕΤΝΑΜ [78, 80, 535, 116]
article-body: ΠΑΡΙΣΙΟΙ, 30. (Ἀσσ. Πρές - Ρώυτερ). — Αἱ ἀντιπροσωπεῖαι τῶν τεσσάρων ἐμπλεκομένων εἰς τόν πόλεμον τοῦ Βιετνάμ συνηντήθησαν διά δευτέραν φοράν εἰς μίαν σύνοδον διαρκείας πέντε ὡρῶν, χωρίς νά σημειωθῆ ἡ παραμικρά πρόοδος. Ἡ συνάντησις τῆς Παρασκευῆς ἀπέβη ἄκαρπος, καθ' ὅσον αἱ δύο πλευραί ἐπέμειναν εἰς τάς θέσεις των. Ἡ ἀμερικανική ἀντιπροσωπεία ὑπεστήριξε τήν ἀνάγκην ἀποχωρήσεως τῶν βορειοβιετναμικῶν στρατευμάτων ἐκ τοῦ Νοτίου Βιετνάμ, ἐνῶ ἡ ἀντιπροσωπεία τοῦ Ἀνόι ἐζήτησε τήν ἄνευ ὅρων ἀποχώρησιν τῶν ἀμερικανικῶν δυνάμεων. Αἱ διαπραγματεύσεις θά συνεχισθοῦν τήν προσεχῆ Πέμπτην εἰς τό ξενοδοχεῖον Μαζεστίκ. ΑΙ ΕΚΑΤΕΡΩΘΕΝ ΑΠΟΨΕΙΣ Ὁ κ. Χένρυ Κάμποτ Λότζ, ἐπικεφαλῆς τῆς ἀμερικανικῆς ἀντιπροσωπείας, ἐδήλωσεν ὅτι αἱ Ἡνωμέναι Πολιτεῖαι παραμένουν ἕτοιμοι νά συζητήσουν κάθε πρότασιν. Ὁ ἐκπρόσωπος τοῦ Ἀνόι κατηγόρησε τάς Ἡνωμένας Πολιτείας ὅτι ἐπιδιώκουν νά διαιωνίσουν τόν πόλεμον. Ὁ ἀντιπρόσωπος τοῦ Ἐθνικοῦ Ἀπελευθερωτικοῦ Μετώπου ἐπανέλαβε τάς θέσεις τοῦ Μετώπου. ΘΟΝΟΣ ΠΟΛΙΤΩΝ ΣΑΪΓΚΟΝ, 30. (Ἀσσ. Πρές). — Κατά τήν διάρκειαν τοῦ τελευταίου εἰκοσιτετραώρου ἐφονεύθησαν εἰς διαφόρους συμπλοκάς πολλοί ἀντάρται. Ἡ ἀμερικανική στρατιωτική διοίκησις ἀνεκοίνωσεν ὅτι αἱ ἀπώλειαι τῶν συμμαχικῶν δυνάμεων ὑπῆρξαν ἐλαφραί. ΔΙΣΚΟΙ ΤΗΣ ΣΑΤΓΚΟΝ ΣΑΪΓΚΟΝ, 30. (Ρώυτερ). — Ἡ κυβέρνησις τῆς Σαϊγκόν ἀνεκοίνωσεν ὅτι θά λάβῃ μέτρα πρός ἀντιμετώπισιν τῆς καταστάσεως. Αἱ ἀρχαί ἐνίσχυσαν τά μέτρα ἀσφαλείας εἰς τήν πρωτεύουσαν. Ο ΑΓΩΝ ΕΙΣ ΚΟΡΕΑΝ ΣΕΟΥΛ, 30. (Ρώυτερ). — Στρατιῶται τῆς Νοτίου Κορέας ἐφόνευσαν ἐπτά ἐνόπλους Βορειοκορεάτας οἱ ὁποῖοι εἶχον εἰσχωρήσει εἰς τήν ἀποστρατιωτικοποιημένην ζώνην. Ὁ ἀγών διήρκεσε ἐπί ὥρας. [4, 211, 610, 431]
headline-line: ΘΑ ΕΠΙΣΚΕΦΘΗ ΚΑΤΟΠΙΝ ΕΝΤΟΛΗΣ ΤΟΥ Κ. ΝΙΞΟΝ [638, 514, 995, 530]
footer-note: Ὁ κ. Κλαΐν, ἐκπρόσωπος τοῦ κ. Νίξον [4, 2341, 170, 2353]
section-heading: Η ΑΠΟΦΑΣΙΣ [262, 935, 339, 948]
subheadline: ΑΛΛΑ ΕΝ ΕΥΘΕΤΩ ΧΡΟΝΩ [111, 1724, 305, 1742]
headline-line: Τό πεντάγωνον θά προβῆ [1092, 1945, 1490, 1977]
section-heading: ΔΙΑΛΥΣΕΙΣ [1446, 185, 1510, 198]
article-body: ΟΥΑΣΙΓΚΤΩΝ, 30. (Ἀσσ. Πρές). — Ὁ πρόεδρος Νίξον ἐζήτησεν ἀπό τό Κογκρέσσον νά παρατείνῃ τήν ἰσχύν τοῦ νόμου. Ὁ νόμος οὗτος ἐπιτρέπει εἰς τόν πρόεδρον νά ἀναδιοργανώνῃ τάς ὑπηρεσίας τοῦ ἐκτελεστικοῦ κλάδου χωρίς τήν ἔγκρισιν τοῦ Κογκρέσσου, ἐκτός ἐάν τοῦτο ἀντιταχθῇ ἐντός ἑξήκοντα ἡμερῶν. Ὁ νόμος ἔληξε τόν παρελθόντα Δεκέμβριον. Ὁ πρόεδρος Νίξον εἰς τό μήνυμά του πρός τό Κογκρέσσον ἐτόνισεν ὅτι ἡ ἐξουσιοδότησις αὐτή εἶναι ἀπαραίτητος διά τήν ἀποτελεσματικήν λειτουργίαν τῆς κυβερνήσεως. [623, 792, 1009, 894]
headline-line: ΤΟΥ ΕΚΤΕΛΕΣΤΙΚΟΥ ΚΛΑΔΟΥ ΤΗΣ ΚΥΒΕΡΝΗΣΕΩΣ [639, 770, 994, 787]
article-deposits [623, 1858, 1009, 2098]
